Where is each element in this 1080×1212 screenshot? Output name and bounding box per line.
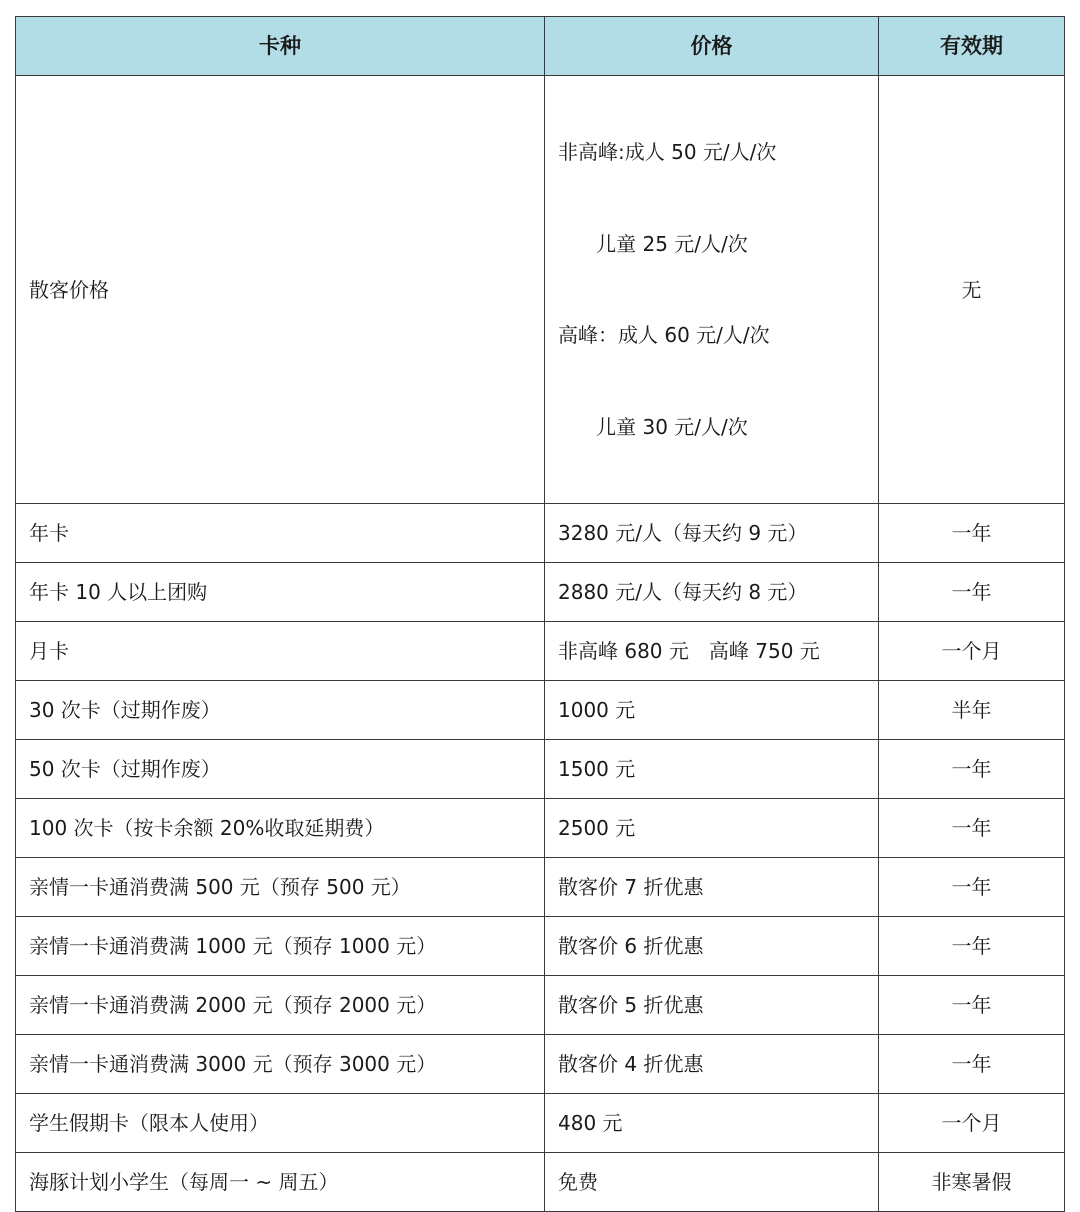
table-row — [16, 858, 1065, 917]
cell-price: 非高峰 680 元 高峰 750 元 — [545, 622, 879, 681]
cell-price: 480 元 — [545, 1094, 879, 1153]
cell-card-type: 亲情一卡通消费满 1000 元（预存 1000 元） — [16, 917, 545, 976]
header-card-type: 卡种 — [16, 17, 545, 76]
table-row — [16, 1094, 1065, 1153]
cell-card-type: 学生假期卡（限本人使用） — [16, 1094, 545, 1153]
cell-validity: 一年 — [879, 504, 1065, 563]
cell-price: 2500 元 — [545, 799, 879, 858]
cell-price: 散客价 4 折优惠 — [545, 1035, 879, 1094]
cell-price: 散客价 6 折优惠 — [545, 917, 879, 976]
cell-validity: 非寒暑假 — [879, 1153, 1065, 1212]
cell-card-type: 50 次卡（过期作废） — [16, 740, 545, 799]
cell-card-type: 海豚计划小学生（每周一 ~ 周五） — [16, 1153, 545, 1212]
table-row — [16, 563, 1065, 622]
price-lines — [558, 76, 878, 503]
cell-validity: 半年 — [879, 681, 1065, 740]
price-line: 儿童 25 元/人/次 — [558, 231, 748, 256]
cell-price: 3280 元/人（每天约 9 元） — [545, 504, 879, 563]
cell-card-type: 30 次卡（过期作废） — [16, 681, 545, 740]
cell-card-type: 亲情一卡通消费满 3000 元（预存 3000 元） — [16, 1035, 545, 1094]
cell-price: 2880 元/人（每天约 8 元） — [545, 563, 879, 622]
cell-price: 免费 — [545, 1153, 879, 1212]
price-line: 儿童 30 元/人/次 — [558, 414, 748, 439]
header-price: 价格 — [545, 17, 879, 76]
cell-card-type: 年卡 10 人以上团购 — [16, 563, 545, 622]
header-validity: 有效期 — [879, 17, 1065, 76]
price-line: 高峰：成人 60 元/人/次 — [558, 323, 770, 347]
cell-card-type: 散客价格 — [16, 76, 545, 504]
table-row — [16, 740, 1065, 799]
cell-card-type: 月卡 — [16, 622, 545, 681]
cell-card-type: 亲情一卡通消费满 500 元（预存 500 元） — [16, 858, 545, 917]
table-row — [16, 681, 1065, 740]
cell-price — [545, 76, 879, 504]
table-row — [16, 976, 1065, 1035]
table-row — [16, 1153, 1065, 1212]
table-row — [16, 1035, 1065, 1094]
cell-price: 散客价 7 折优惠 — [545, 858, 879, 917]
cell-validity: 一年 — [879, 976, 1065, 1035]
cell-validity: 一年 — [879, 1035, 1065, 1094]
cell-validity: 一个月 — [879, 622, 1065, 681]
price-table — [15, 16, 1065, 1212]
cell-card-type: 年卡 — [16, 504, 545, 563]
cell-validity: 一年 — [879, 858, 1065, 917]
cell-price: 1500 元 — [545, 740, 879, 799]
table-row — [16, 917, 1065, 976]
price-line: 非高峰:成人 50 元/人/次 — [558, 140, 777, 164]
table-row — [16, 504, 1065, 563]
cell-card-type: 100 次卡（按卡余额 20%收取延期费） — [16, 799, 545, 858]
cell-validity: 一个月 — [879, 1094, 1065, 1153]
table-header-row — [16, 17, 1065, 76]
table-row — [16, 799, 1065, 858]
cell-price: 散客价 5 折优惠 — [545, 976, 879, 1035]
cell-validity: 无 — [879, 76, 1065, 504]
cell-card-type: 亲情一卡通消费满 2000 元（预存 2000 元） — [16, 976, 545, 1035]
cell-price: 1000 元 — [545, 681, 879, 740]
cell-validity: 一年 — [879, 799, 1065, 858]
table-row — [16, 622, 1065, 681]
cell-validity: 一年 — [879, 563, 1065, 622]
table-row — [16, 76, 1065, 504]
cell-validity: 一年 — [879, 740, 1065, 799]
cell-validity: 一年 — [879, 917, 1065, 976]
